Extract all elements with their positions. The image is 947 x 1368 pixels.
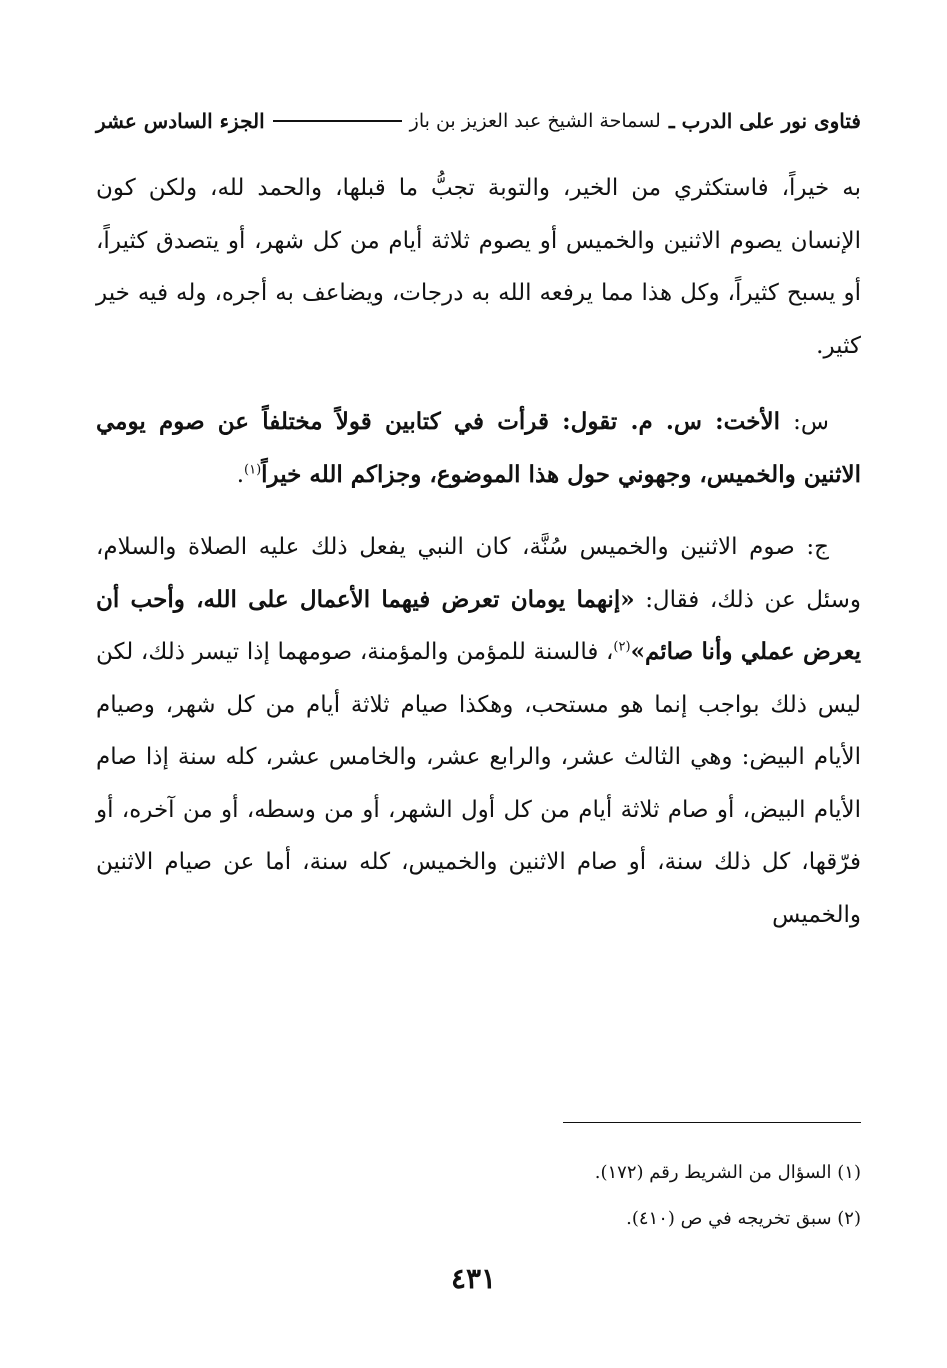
header-rule bbox=[273, 120, 402, 122]
main-text bbox=[96, 162, 861, 941]
running-header bbox=[96, 103, 861, 139]
question-end: . bbox=[236, 461, 244, 488]
footnote-ref-1: (١) bbox=[244, 461, 262, 477]
paragraph-continuation: به خيراً، فاستكثري من الخير، والتوبة تجبُّ ما قبلها، والحمد لله، ولكن كون الإنسان يصوم الاثنين والخميس أو يصوم ثلاثة أيام من كل شهر، أو يتصدق كثيراً، أو يسبح كثيراً، وكل هذا مما يرفعه الله به درجات، ويضاعف به أجره، وله فيه خير كثير. bbox=[96, 175, 861, 359]
footnote-2: (٢) سبق تخريجه في ص (٤١٠). bbox=[626, 1208, 861, 1229]
question-text: قرأت في كتابين قولاً مختلفاً عن صوم يومي الاثنين والخميس، وجهوني حول هذا الموضوع، وجزاكم الله خيراً bbox=[96, 408, 861, 488]
answer-body: ، فالسنة للمؤمن والمؤمنة، صومهما إذا تيسر ذلك، لكن ليس ذلك بواجب إنما هو مستحب، وهكذا صيام ثلاثة أيام من كل شهر، وصيام الأيام البيض: وهي الثالث عشر، والرابع عشر، والخامس عشر، كله سنة إذا صام الأيام البيض، أو صام ثلاثة أيام من كل أول الشهر، أو من وسطه، أو من آخره، أو فرّقها، كل ذلك سنة، أو صام الاثنين والخميس، كله سنة، أما عن صيام الاثنين والخميس bbox=[96, 639, 862, 928]
question-asker: الأخت: س. م. تقول: bbox=[562, 408, 780, 435]
header-author: لسماحة الشيخ عبد العزيز بن باز bbox=[409, 110, 661, 132]
hadith-quote: «إنهما يومان تعرض فيهما الأعمال على الله، وأحب أن يعرض عملي وأنا صائم» bbox=[96, 585, 861, 665]
footnote-ref-2: (٢) bbox=[613, 639, 631, 655]
footnote-separator bbox=[563, 1122, 861, 1123]
question-paragraph bbox=[96, 396, 861, 501]
header-volume: الجزء السادس عشر bbox=[96, 109, 265, 133]
answer-intro: ج: صوم الاثنين والخميس سُنَّة، كان النبي يفعل ذلك عليه الصلاة والسلام، وسئل عن ذلك، فقال: bbox=[96, 534, 862, 613]
footnotes bbox=[261, 1150, 861, 1242]
footnote-1: (١) السؤال من الشريط رقم (١٧٢). bbox=[594, 1162, 861, 1183]
header-book-title: فتاوى نور على الدرب ـ bbox=[668, 109, 861, 133]
page-number: ٤٣١ bbox=[450, 1262, 497, 1295]
question-label: س: bbox=[793, 409, 829, 435]
answer-paragraph bbox=[96, 521, 861, 941]
